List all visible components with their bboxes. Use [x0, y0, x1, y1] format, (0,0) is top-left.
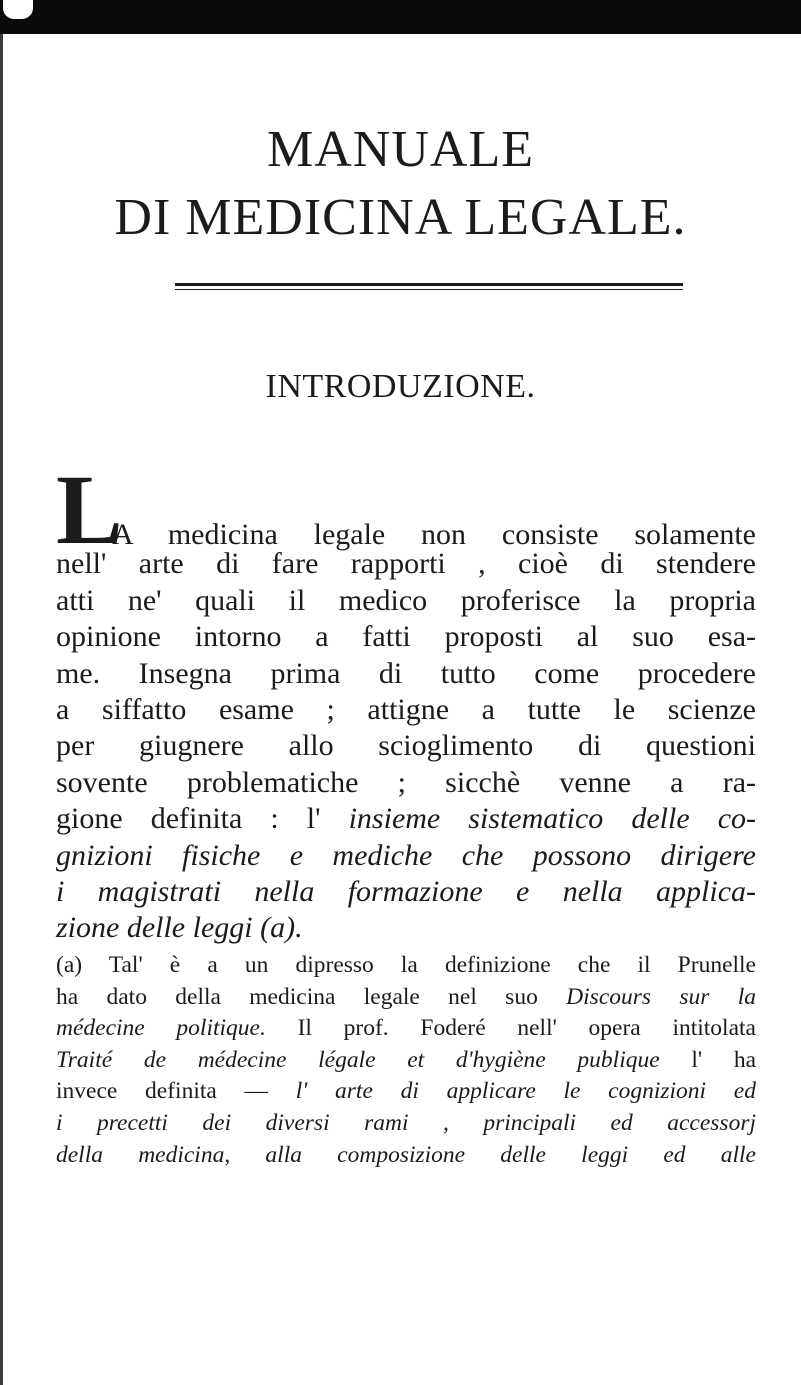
footnote-line-2: [56, 982, 756, 1014]
title-rule-thin: [175, 289, 683, 290]
body-line-9-italic: insieme sistematico delle co-: [348, 802, 757, 836]
body-line-7: per giugnere allo scioglimento di questioni: [56, 729, 756, 763]
drop-cap: L: [56, 454, 123, 565]
body-line-9: [56, 801, 756, 837]
footnote-line-3: [56, 1013, 756, 1045]
footnote-line-6-italic: i precetti dei diversi rami , principali ed accessorj: [56, 1109, 756, 1136]
footnote-line-7: [56, 1140, 756, 1172]
footnote-line-5: [56, 1076, 756, 1108]
footnote-line-1: (a) Tal' è a un dipresso la definizione che il Prunelle: [56, 952, 756, 978]
body-line-12-italic: zione delle leggi (a).: [56, 911, 303, 945]
footnote: [56, 950, 756, 1171]
section-title: INTRODUZIONE.: [265, 368, 536, 405]
footnote-line-5-italic: l' arte di applicare le cognizioni ed: [295, 1078, 756, 1105]
body-line-10-italic: gnizioni fisiche e mediche che possono dirigere: [56, 838, 756, 872]
footnote-line-3-italic: médecine politique.: [56, 1015, 266, 1042]
body-line-1: A medicina legale non consiste solamente: [112, 518, 756, 551]
footnote-line-2-roman: ha dato della medicina legale nel suo: [56, 983, 538, 1010]
body-paragraph: [56, 510, 756, 947]
book-title-line2: DI MEDICINA LEGALE.: [114, 189, 687, 246]
title-rule-thick: [175, 283, 683, 286]
body-line-5: me. Insegna prima di tutto come procedere: [56, 656, 756, 690]
body-line-11: [56, 874, 756, 910]
footnote-line-7-italic: della medicina, alla composizione delle leggi ed alle: [56, 1141, 756, 1168]
body-line-2: nell' arte di fare rapporti , cioè di stendere: [56, 547, 756, 581]
body-line-4: opinione intorno a fatti proposti al suo esa-: [56, 620, 756, 654]
footnote-line-4-italic: Traité de médecine légale et d'hygiène publique: [56, 1046, 660, 1073]
footnote-line-4: [56, 1045, 756, 1077]
book-title-line1: MANUALE: [267, 121, 534, 178]
footnote-line-6: [56, 1108, 756, 1140]
footnote-line-4-roman: l' ha: [691, 1046, 757, 1073]
body-line-9-roman: gione definita : l': [56, 802, 321, 836]
footnote-line-5-roman: invece definita —: [56, 1078, 269, 1105]
body-line-12: [56, 910, 756, 946]
body-line-6: a siffatto esame ; attigne a tutte le scienze: [56, 692, 756, 726]
body-line-3: atti ne' quali il medico proferisce la propria: [56, 583, 756, 617]
body-line-10: [56, 838, 756, 874]
footnote-line-2-italic: Discours sur la: [566, 983, 757, 1010]
body-line-8: sovente problematiche ; sicchè venne a ra-: [56, 765, 756, 799]
body-line-11-italic: i magistrati nella formazione e nella applica-: [56, 874, 756, 908]
footnote-line-3-roman: Il prof. Foderé nell' opera intitolata: [297, 1015, 756, 1042]
